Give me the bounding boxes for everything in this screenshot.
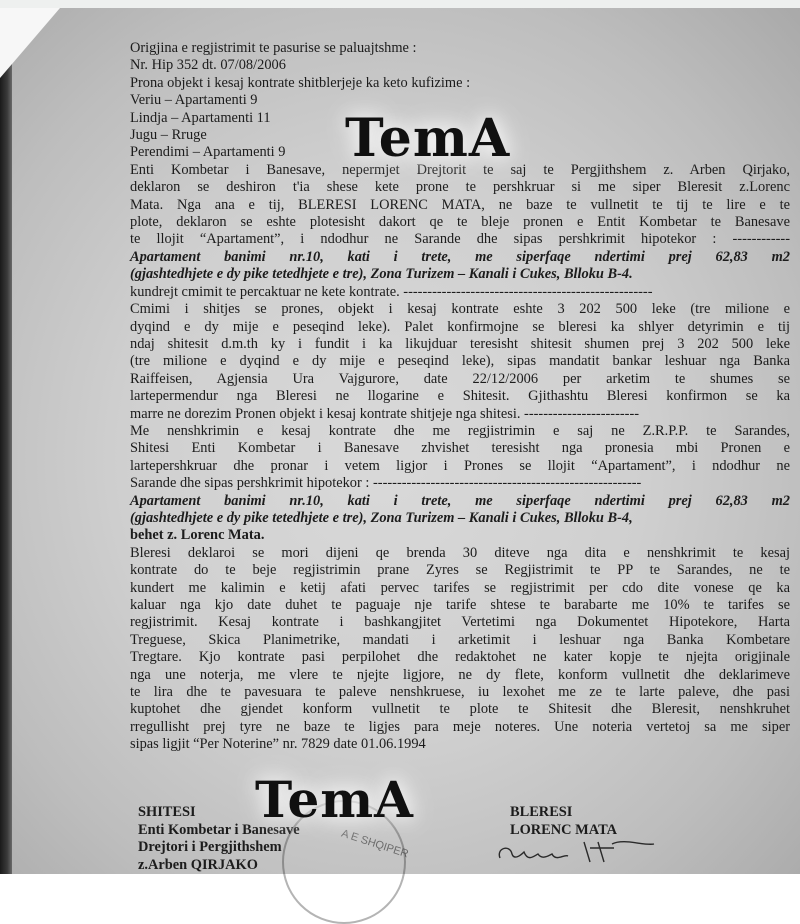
document-line: regjistrimit. Kesaj kontrate i bashkangjitet Vertetimi nga Dokumentet Hipotekore, Harta [130,614,790,631]
watermark-logo-bottom: TemA [255,770,414,829]
document-line: Cmimi i shitjes se prones, objekt i kesaj kontrate eshte 3 202 500 leke (tre milione e [130,301,790,318]
seller-role: SHITESI [138,804,196,820]
document-line: Lindja – Apartamenti 11 [130,109,271,126]
document-line: Apartament banimi nr.10, kati i trete, me siperfaqe ndertimi prej 62,83 m2 [130,248,790,265]
document-line: (gjashtedhjete e dy pike tetedhjete e tre), Zona Turizem – Kanali i Cukes, Blloku B-4. [130,266,633,283]
document-line: Perendimi – Apartamenti 9 [130,144,286,161]
document-line: Enti Kombetar i Banesave, nepermjet Drejtorit te saj te Pergjithshem z. Arben Qirjako, [130,161,790,178]
document-line: te lira dhe te pavesuara te paleve nenshkruese, iu lexohet me ze te larte paleve, dhe pasi [130,684,790,701]
document-line: Origjina e regjistrimit te pasurise se paluajtshme : [130,40,417,56]
document-line: Raiffeisen, Agjensia Ura Vajgurore, date 22/12/2006 per arketim te shumes se [130,370,790,387]
document-line: lartepermendur nga Bleresi ne llogarine e Shitesit. Gjithashtu Bleresi konfirmon se ka [130,388,790,405]
page-edge-shadow [0,8,12,874]
document-line: Shitesi Enti Kombetar i Banesave zhvishet teresisht nga pronesia mbi Pronen e [130,440,790,457]
buyer-role: BLERESI [510,804,573,820]
document-line: kontrate do te beje regjistrimin prane Zyres se Regjistrimit te PP te Sarandes, ne te [130,562,790,579]
document-line: marre ne dorezim Pronen objekt i kesaj kontrate shitjeje nga shitesi. ------------------------ [130,405,640,422]
folded-corner [0,8,60,78]
handwritten-signature [494,834,664,868]
seller-org: Enti Kombetar i Banesave [138,821,300,838]
document-line: (gjashtedhjete e dy pike tetedhjete e tre), Zona Turizem – Kanali i Cukes, Blloku B-4, [130,509,633,526]
document-line: sipas ligjit “Per Noterine” nr. 7829 date 01.06.1994 [130,736,426,753]
document-line: (tre milione e dyqind e dy mije e peseqind leke), sipas mandatit bankar leshuar nga Banka [130,353,790,370]
document-line: Jugu – Rruge [130,127,207,144]
document-line: kundrejt cmimit te percaktuar ne kete kontrate. ---------------------------------------------------- [130,283,653,300]
document-line: Mata. Nga ana e tij, BLERESI LORENC MATA, ne baze te vullnetit te tij te lire e te [130,196,790,213]
document-line: behet z. Lorenc Mata. [130,527,265,544]
document-line: kundert me kalimin e ketij afati pervec tarifes se regjistrimit per cdo dite vonese qe ka [130,579,790,596]
seller-name: z.Arben QIRJAKO [138,856,258,873]
seller-title: Drejtori i Pergjithshem [138,839,282,855]
top-border [0,0,800,8]
document-line: Prona objekt i kesaj kontrate shitblerjeje ka keto kufizime : [130,74,471,91]
document-line: Veriu – Apartamenti 9 [130,92,258,109]
document-line: te llojit “Apartament”, i ndodhur ne Sarande dhe sipas pershkrimit hipotekor : ------------ [130,231,790,248]
document-line: ndaj shitesit d.m.th ky i fundit i ka likujduar teresisht shitesit shumen prej 3 202 500 leke [130,335,790,352]
document-line: Nr. Hip 352 dt. 07/08/2006 [130,57,286,74]
document-line: Tregtare. Kjo kontrate pasi perpilohet dhe redaktohet ne kater kopje te njejta origjinale [130,649,790,666]
stamp-text: A E SHQIPER [339,827,410,861]
document-line: kaluar nga kjo date duhet te paguaje nje tarife shtese te barabarte me 10% te tarifes se [130,597,790,613]
document-line: Me nenshkrimin e kesaj kontrate dhe me regjistrimin e saj ne Z.R.P.P. te Sarandes, [130,422,790,439]
document-line: dyqind e dy mije e peseqind leke). Palet konfirmojne se bleresi ka shlyer detyrimin e tij [130,318,790,335]
document-line: plote, deklaron se eshte plotesisht dakort qe te bleje pronen e Entit Kombetar te Banesave [130,214,790,231]
document-line: lartepershkruar dhe pronar i vetem ligjor i Prones se llojit “Apartament”, i ndodhur ne [130,457,790,474]
document-line: Sarande dhe sipas pershkrimit hipotekor : -------------------------------------------------------- [130,475,642,492]
document-line: rregullisht prej tyre ne baze te ligjes para meje noteres. Une noteria vertetoj sa me siper [130,718,790,735]
document-line: deklaron se deshiron t'ia shese kete prone te pershkruar si me siper Bleresit z.Lorenc [130,179,790,196]
document-line: kuptohet dhe gjendet konform vullnetit te plote te Shitesit dhe Bleresit, nenshkruhet [130,701,790,718]
document-line: Bleresi deklaroi se mori dijeni qe brenda 30 diteve nga dita e nenshkrimit te kesaj [130,544,790,561]
buyer-name: LORENC MATA [510,821,617,838]
document-line: Apartament banimi nr.10, kati i trete, me siperfaqe ndertimi prej 62,83 m2 [130,492,790,509]
document-line: Treguese, Skica Planimetrike, mandati i arketimit i leshuar nga Banka Kombetare [130,631,790,648]
watermark-logo-top: TemA [345,108,511,169]
document-line: nga une noterja, me vlere te njejte ligjore, ne dy flete, konform vullnetit dhe deklarimeve [130,666,790,683]
